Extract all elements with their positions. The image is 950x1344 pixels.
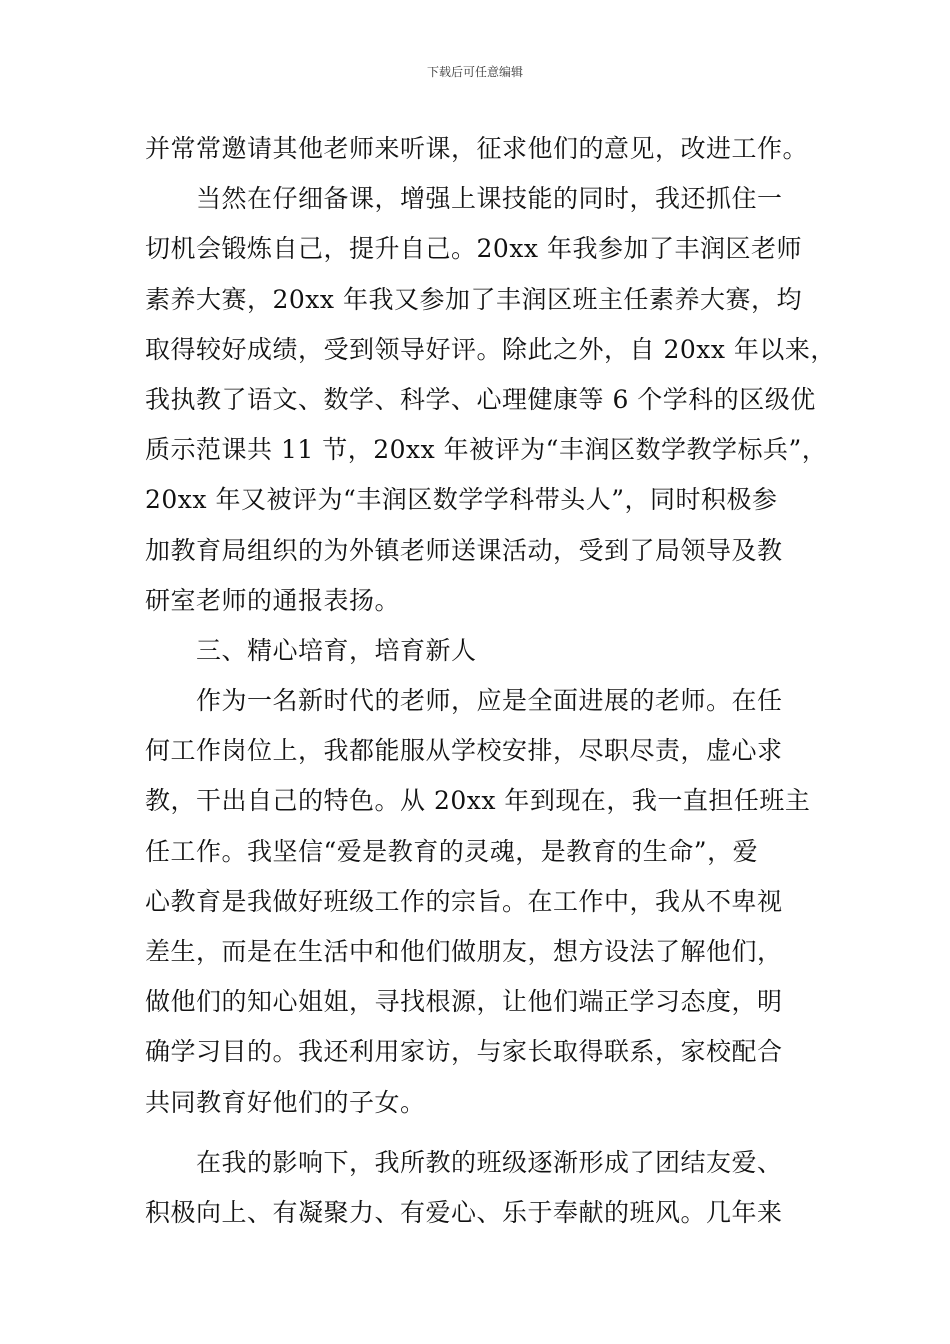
text-line: 何工作岗位上，我都能服从学校安排，尽职尽责，虚心求 [145, 736, 783, 766]
text-line: 共同教育好他们的子女。 [145, 1087, 426, 1117]
text-line: 积极向上、有凝聚力、有爱心、乐于奉献的班风。几年来 [145, 1197, 783, 1227]
text-line: 当然在仔细备课，增强上课技能的同时，我还抓住一 [145, 184, 783, 214]
text-line: 做他们的知心姐姐，寻找根源，让他们端正学习态度，明 [145, 987, 783, 1017]
page-header-note: 下载后可任意编辑 [426, 65, 523, 79]
text-line: 心教育是我做好班级工作的宗旨。在工作中，我从不卑视 [145, 886, 783, 916]
text-line: 切机会锻炼自己，提升自己。20xx 年我参加了丰润区老师 [145, 234, 802, 264]
document-body [145, 124, 836, 1238]
text-line: 并常常邀请其他老师来听课，征求他们的意见，改进工作。 [145, 134, 809, 163]
text-line: 素养大赛，20xx 年我又参加了丰润区班主任素养大赛，均 [145, 284, 802, 314]
text-line: 研室老师的通报表扬。 [145, 585, 401, 615]
text-line: 教，干出自己的特色。从 20xx 年到现在，我一直担任班主 [145, 786, 811, 816]
text-line: 在我的影响下，我所教的班级逐渐形成了团结友爱、 [145, 1147, 783, 1177]
text-line: 加教育局组织的为外镇老师送课活动，受到了局领导及教 [145, 535, 783, 565]
text-line: 任工作。我坚信“爱是教育的灵魂，是教育的生命”，爱 [145, 836, 759, 866]
text-line: 20xx 年又被评为“丰润区数学学科带头人”，同时积极参 [145, 485, 778, 515]
text-line: 取得较好成绩，受到领导好评。除此之外，自 20xx 年以来， [145, 334, 836, 364]
text-line: 三、精心培育，培育新人 [145, 635, 477, 665]
text-line: 作为一名新时代的老师，应是全面进展的老师。在任 [145, 686, 783, 716]
text-line: 我执教了语文、数学、科学、心理健康等 6 个学科的区级优 [145, 384, 816, 414]
text-line: 确学习目的。我还利用家访，与家长取得联系，家校配合 [145, 1037, 783, 1067]
text-line: 质示范课共 11 节，20xx 年被评为“丰润区数学教学标兵”， [145, 435, 828, 465]
text-line: 差生，而是在生活中和他们做朋友，想方设法了解他们， [145, 937, 783, 966]
